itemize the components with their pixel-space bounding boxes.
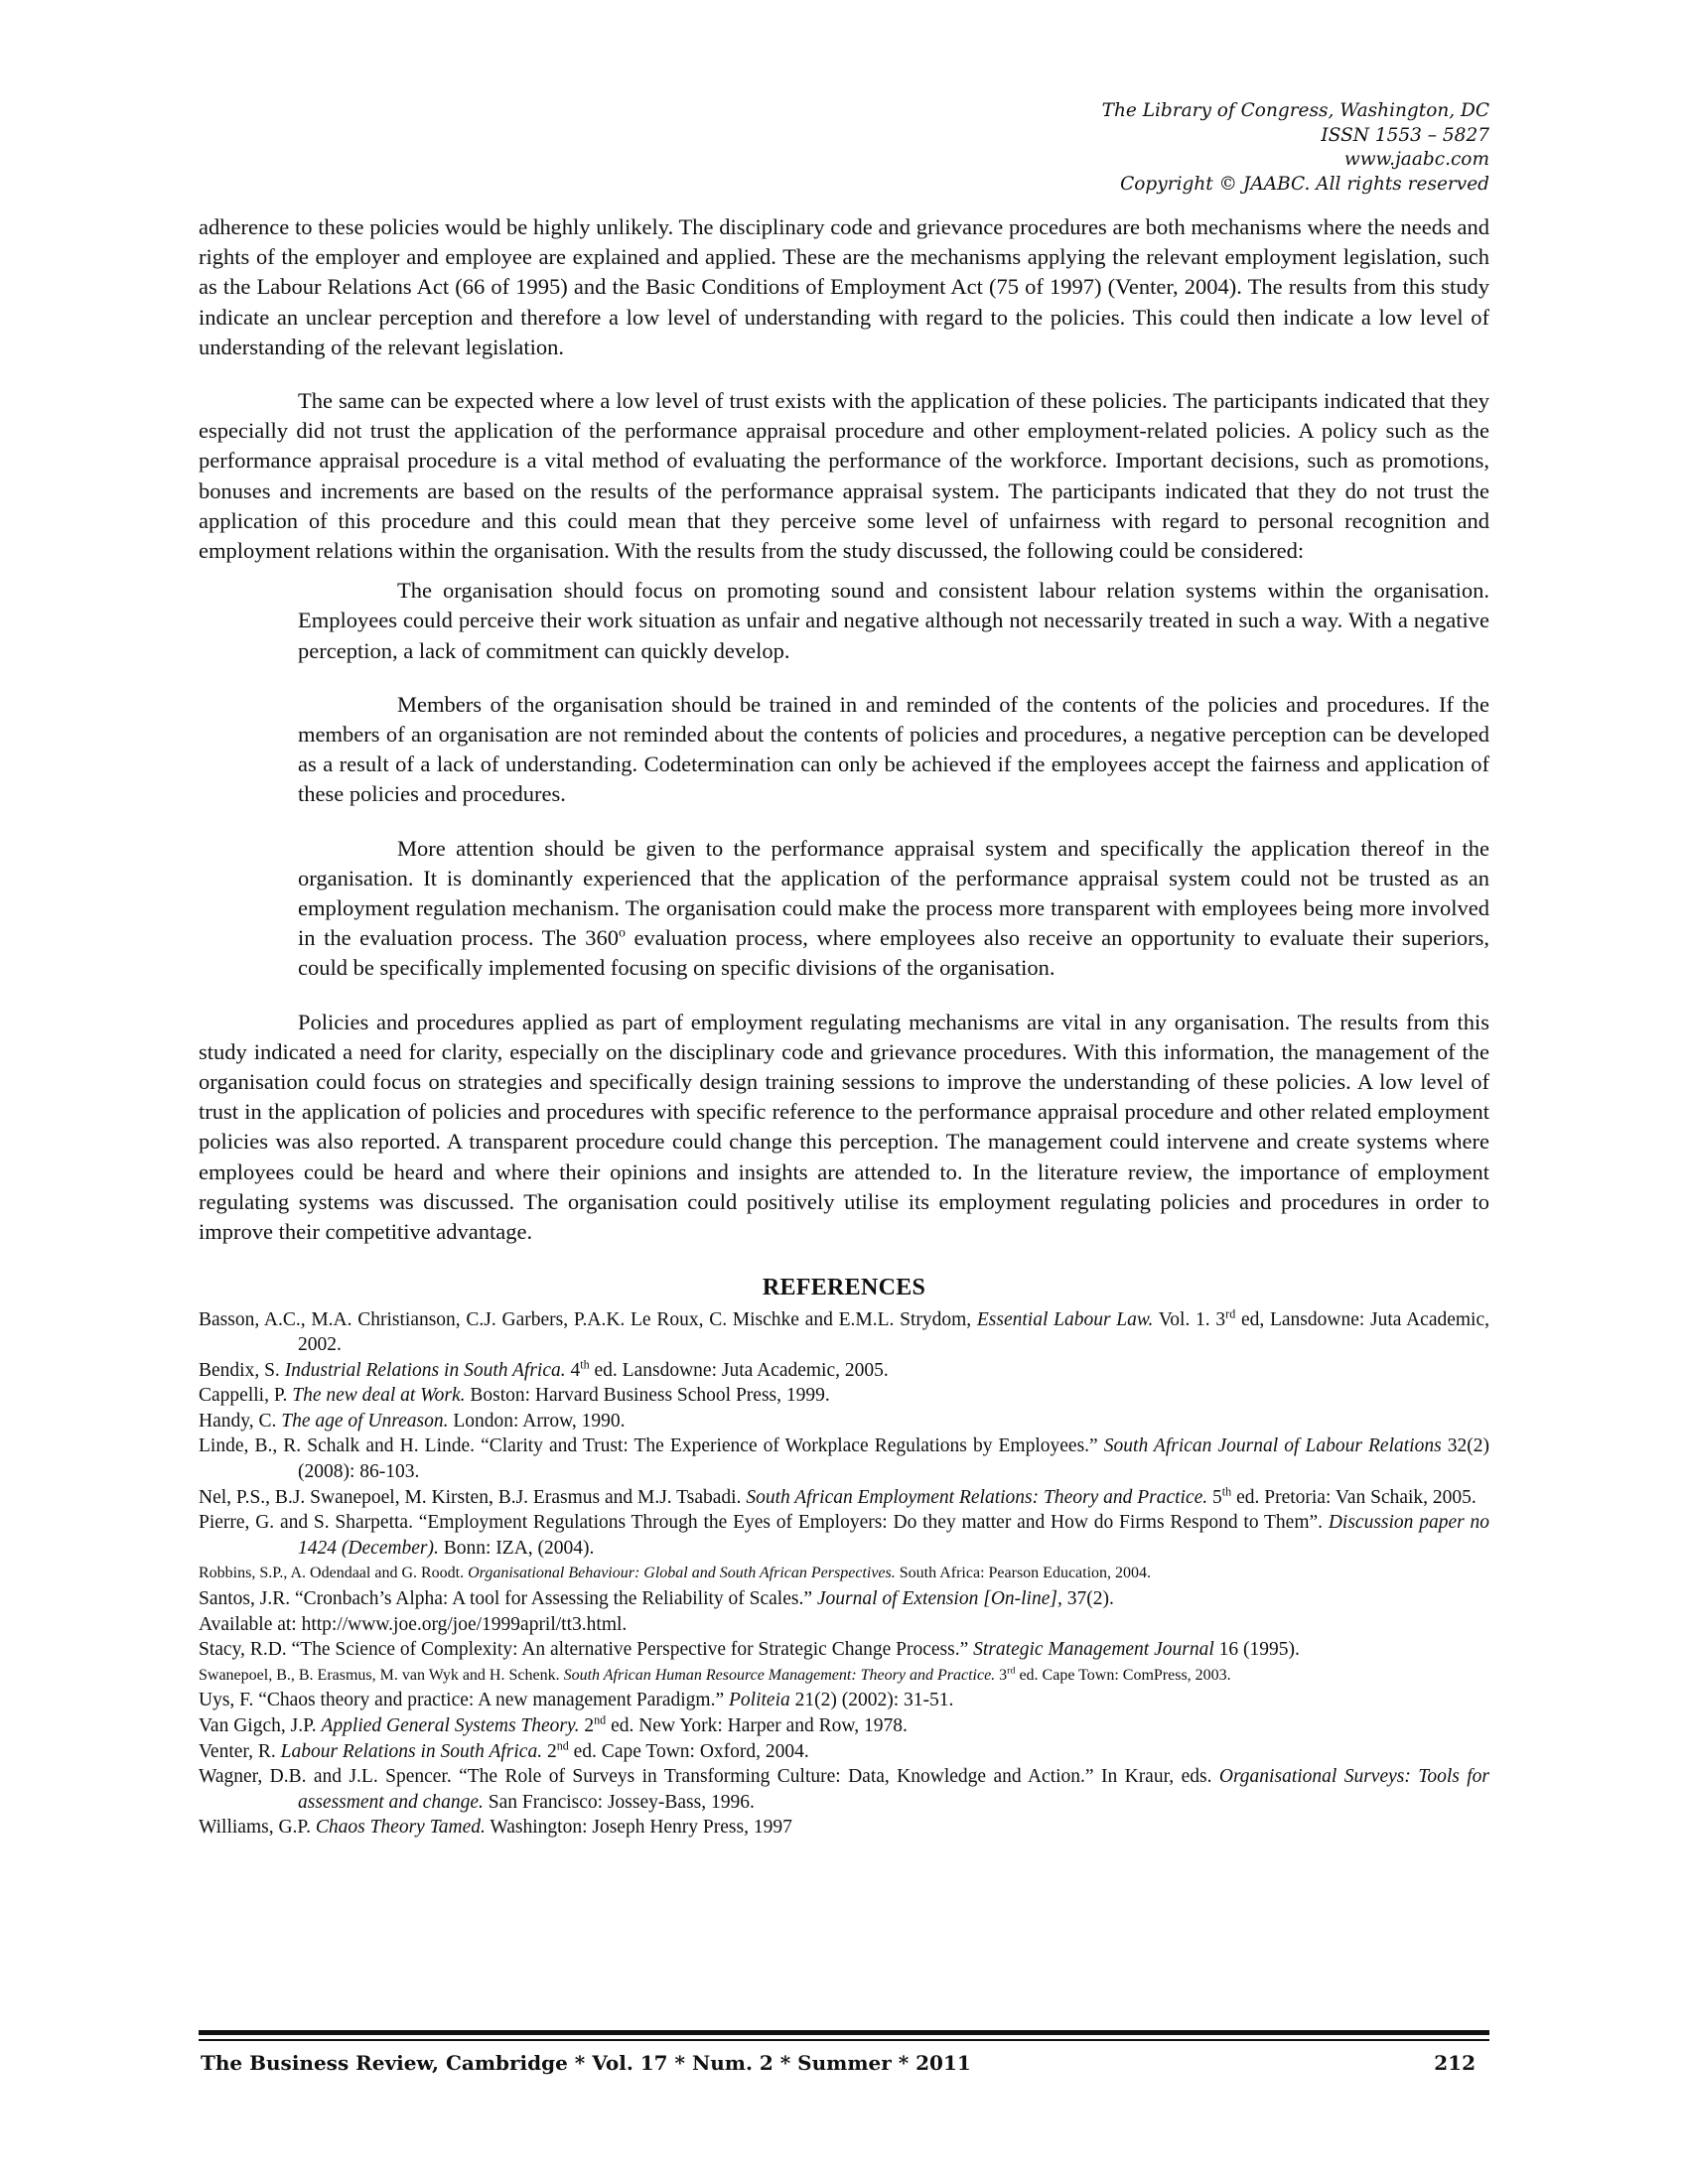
reference-item	[199, 1510, 1489, 1561]
reference-authors: Wagner, D.B. and J.L. Spencer. “The Role of Surveys in Transforming Culture: Data, Knowledge and Action.” In Kraur, eds.	[199, 1766, 1219, 1788]
reference-edition: 2	[579, 1715, 595, 1736]
reference-item	[199, 1663, 1489, 1689]
reference-publisher: 21(2) (2002): 31-51.	[789, 1690, 954, 1711]
reference-edition: 3	[995, 1666, 1008, 1684]
footer-journal: The Business Review, Cambridge * Vol. 17 * Num. 2 * Summer * 2011	[201, 2051, 971, 2075]
reference-ordinal: rd	[1007, 1665, 1016, 1677]
page-number: 212	[1434, 2051, 1476, 2075]
reference-edition: 2	[542, 1740, 557, 1762]
reference-authors: Handy, C.	[199, 1410, 282, 1432]
masthead-website: www.jaabc.com	[1343, 149, 1489, 170]
reference-title: Organisational Behaviour: Global and South African Perspectives.	[468, 1565, 896, 1582]
reference-item	[199, 1764, 1489, 1815]
reference-url: Available at: http://www.joe.org/joe/1999april/tt3.html.	[199, 1613, 628, 1635]
recommendation-training: Members of the organisation should be trained in and reminded of the contents of the policies and procedures. If the members of an organisation are not reminded about the contents of policies and procedures, a negative perception can be developed as a result of a lack of understanding. Codetermination can only be achieved if the employees accept the fairness and application of these policies and procedures.	[298, 691, 1489, 807]
reference-title: Politeia	[729, 1690, 790, 1711]
reference-item	[199, 1433, 1489, 1484]
reference-item	[199, 1383, 1489, 1409]
reference-item	[199, 1815, 1489, 1841]
reference-ordinal: rd	[1225, 1306, 1236, 1320]
recommendation-text-end: evaluation process, where employees also receive an opportunity to evaluate their superiors, could be specifically implemented focusing on specific divisions of the organisation.	[298, 925, 1489, 981]
reference-authors: Robbins, S.P., A. Odendaal and G. Roodt.	[199, 1565, 469, 1582]
recommendation-performance-appraisal	[298, 834, 1489, 984]
reference-publisher: ed, Lansdowne: Juta Academic, 2002.	[298, 1308, 1490, 1356]
reference-item	[199, 1637, 1489, 1663]
reference-publisher: San Francisco: Jossey-Bass, 1996.	[483, 1791, 755, 1813]
reference-authors: Cappelli, P.	[199, 1385, 293, 1407]
reference-publisher: ed. Lansdowne: Juta Academic, 2005.	[589, 1359, 889, 1381]
paragraph-continued: adherence to these policies would be highly unlikely. The disciplinary code and grievance procedures are both mechanisms where the needs and rights of the employer and employee are explained and applied. These are the mechanisms applying the relevant employment legislation, such as the Labour Relations Act (66 of 1995) and the Basic Conditions of Employment Act (75 of 1997) (Venter, 2004). The results from this study indicate an unclear perception and therefore a low level of understanding with regard to the policies. This could then indicate a low level of understanding of the relevant legislation.	[199, 214, 1489, 359]
reference-title: The age of Unreason.	[281, 1410, 449, 1432]
reference-publisher: ed. Pretoria: Van Schaik, 2005.	[1231, 1486, 1477, 1508]
reference-title: Industrial Relations in South Africa.	[284, 1359, 566, 1381]
reference-title: Organisational Surveys: Tools for assessment and change.	[298, 1766, 1489, 1813]
page-footer	[199, 2051, 1489, 2075]
reference-publisher: ed. Cape Town: ComPress, 2003.	[1015, 1666, 1231, 1684]
masthead	[894, 99, 1489, 197]
reference-authors: Nel, P.S., B.J. Swanepoel, M. Kirsten, B.J. Erasmus and M.J. Tsabadi.	[199, 1486, 747, 1508]
footer-rule-thin	[199, 2039, 1489, 2041]
reference-authors: Williams, G.P.	[199, 1817, 316, 1839]
reference-publisher: Boston: Harvard Business School Press, 1999.	[465, 1385, 830, 1407]
recommendation-text-start: More attention should be given to the performance appraisal system and specifically the application thereof in the organisation. It is dominantly experienced that the application of the performance appraisal system could not be trusted as an employment regulation mechanism. The organisation could make the process more transparent with employees being more involved in the evaluation process. The 360	[298, 835, 1489, 951]
reference-authors: Linde, B., R. Schalk and H. Linde. “Clarity and Trust: The Experience of Workplace Regulations by Employees.”	[199, 1435, 1104, 1457]
reference-edition: 4	[565, 1359, 581, 1381]
reference-title: South African Journal of Labour Relations	[1103, 1435, 1442, 1457]
reference-publisher: Washington: Joseph Henry Press, 1997	[485, 1817, 792, 1839]
reference-publisher: 37(2).	[1061, 1588, 1114, 1610]
reference-authors: Van Gigch, J.P.	[199, 1715, 322, 1736]
reference-item	[199, 1586, 1489, 1612]
reference-publisher: Bonn: IZA, (2004).	[438, 1537, 595, 1559]
reference-item	[199, 1307, 1489, 1358]
reference-edition: 5	[1207, 1486, 1222, 1508]
reference-title: South African Human Resource Management: Theory and Practice.	[563, 1666, 996, 1684]
article-body	[199, 212, 1489, 1841]
reference-title: Strategic Management Journal	[973, 1639, 1214, 1661]
reference-item	[199, 1688, 1489, 1713]
reference-publisher: London: Arrow, 1990.	[448, 1410, 626, 1432]
reference-authors: Basson, A.C., M.A. Christianson, C.J. Garbers, P.A.K. Le Roux, C. Mischke and E.M.L. Strydom,	[199, 1308, 977, 1330]
reference-title: Chaos Theory Tamed.	[315, 1817, 486, 1839]
reference-publisher: South Africa: Pearson Education, 2004.	[895, 1565, 1152, 1582]
reference-authors: Venter, R.	[199, 1740, 281, 1762]
paragraph-conclusion: Policies and procedures applied as part of employment regulating mechanisms are vital in any organisation. The results from this study indicated a need for clarity, especially on the disciplinary code and grievance procedures. With this information, the management of the organisation could focus on strategies and specifically design training sessions to improve the understanding of these policies. A low level of trust in the application of policies and procedures with specific reference to the performance appraisal procedure and other related employment policies was also reported. A transparent procedure could change this perception. The management could intervene and create systems where employees could be heard and where their opinions and insights are attended to. In the literature review, the importance of employment regulating systems was discussed. The organisation could positively utilise its employment regulating policies and procedures in order to improve their competitive advantage.	[199, 1009, 1489, 1245]
paragraph-trust: The same can be expected where a low level of trust exists with the application of these policies. The participants indicated that they especially did not trust the application of the performance appraisal procedure and other employment-related policies. A policy such as the performance appraisal procedure is a vital method of evaluating the performance of the workforce. Important decisions, such as promotions, bonuses and increments are based on the results of the performance appraisal system. The participants indicated that they do not trust the application of this procedure and this could mean that they perceive some level of unfairness with regard to personal recognition and employment relations within the organisation. With the results from the study discussed, the following could be considered:	[199, 388, 1489, 564]
reference-item	[199, 1739, 1489, 1765]
masthead-publisher: The Library of Congress, Washington, DC	[1101, 100, 1489, 121]
reference-title: Journal of Extension [On-line],	[816, 1588, 1062, 1610]
reference-title: Applied General Systems Theory.	[321, 1715, 580, 1736]
reference-edition: Vol. 1. 3	[1153, 1308, 1226, 1330]
reference-authors: Swanepoel, B., B. Erasmus, M. van Wyk and H. Schenk.	[199, 1666, 564, 1684]
footer-rule-thick	[199, 2030, 1489, 2035]
reference-authors: Stacy, R.D. “The Science of Complexity: An alternative Perspective for Strategic Change Process.”	[199, 1639, 974, 1661]
reference-publisher: ed. New York: Harper and Row, 1978.	[606, 1715, 908, 1736]
reference-ordinal: th	[580, 1357, 590, 1372]
reference-publisher: 32(2) (2008): 86-103.	[298, 1435, 1489, 1483]
reference-publisher: 16 (1995).	[1213, 1639, 1300, 1661]
reference-authors: Santos, J.R. “Cronbach’s Alpha: A tool for Assessing the Reliability of Scales.”	[199, 1588, 817, 1610]
reference-title: Labour Relations in South Africa.	[280, 1740, 543, 1762]
reference-ordinal: th	[1221, 1484, 1232, 1499]
reference-title: The new deal at Work.	[292, 1385, 466, 1407]
reference-list	[199, 1307, 1489, 1841]
reference-authors: Bendix, S.	[199, 1359, 285, 1381]
references-heading: REFERENCES	[762, 1275, 926, 1301]
reference-item	[199, 1358, 1489, 1384]
reference-item	[199, 1561, 1489, 1586]
reference-item	[199, 1485, 1489, 1511]
masthead-issn: ISSN 1553 – 5827	[1321, 124, 1489, 146]
reference-title: Essential Labour Law.	[976, 1308, 1154, 1330]
reference-item	[199, 1409, 1489, 1434]
reference-authors: Pierre, G. and S. Sharpetta. “Employment Regulations Through the Eyes of Employers: Do they matter and How do Firms Respond to Them”.	[199, 1512, 1329, 1534]
reference-ordinal: nd	[556, 1738, 569, 1753]
masthead-copyright: Copyright © JAABC. All rights reserved	[1120, 173, 1489, 195]
degree-mark: o	[618, 925, 626, 941]
recommendation-labour-relations: The organisation should focus on promoting sound and consistent labour relation systems within the organisation. Employees could perceive their work situation as unfair and negative although not necessarily treated in such a way. With a negative perception, a lack of commitment can quickly develop.	[298, 578, 1489, 663]
reference-ordinal: nd	[594, 1712, 607, 1727]
reference-title: South African Employment Relations: Theory and Practice.	[746, 1486, 1208, 1508]
reference-title: Discussion paper no 1424 (December).	[298, 1512, 1489, 1559]
reference-authors: Uys, F. “Chaos theory and practice: A new management Paradigm.”	[199, 1690, 730, 1711]
reference-item	[199, 1713, 1489, 1739]
reference-publisher: ed. Cape Town: Oxford, 2004.	[568, 1740, 809, 1762]
